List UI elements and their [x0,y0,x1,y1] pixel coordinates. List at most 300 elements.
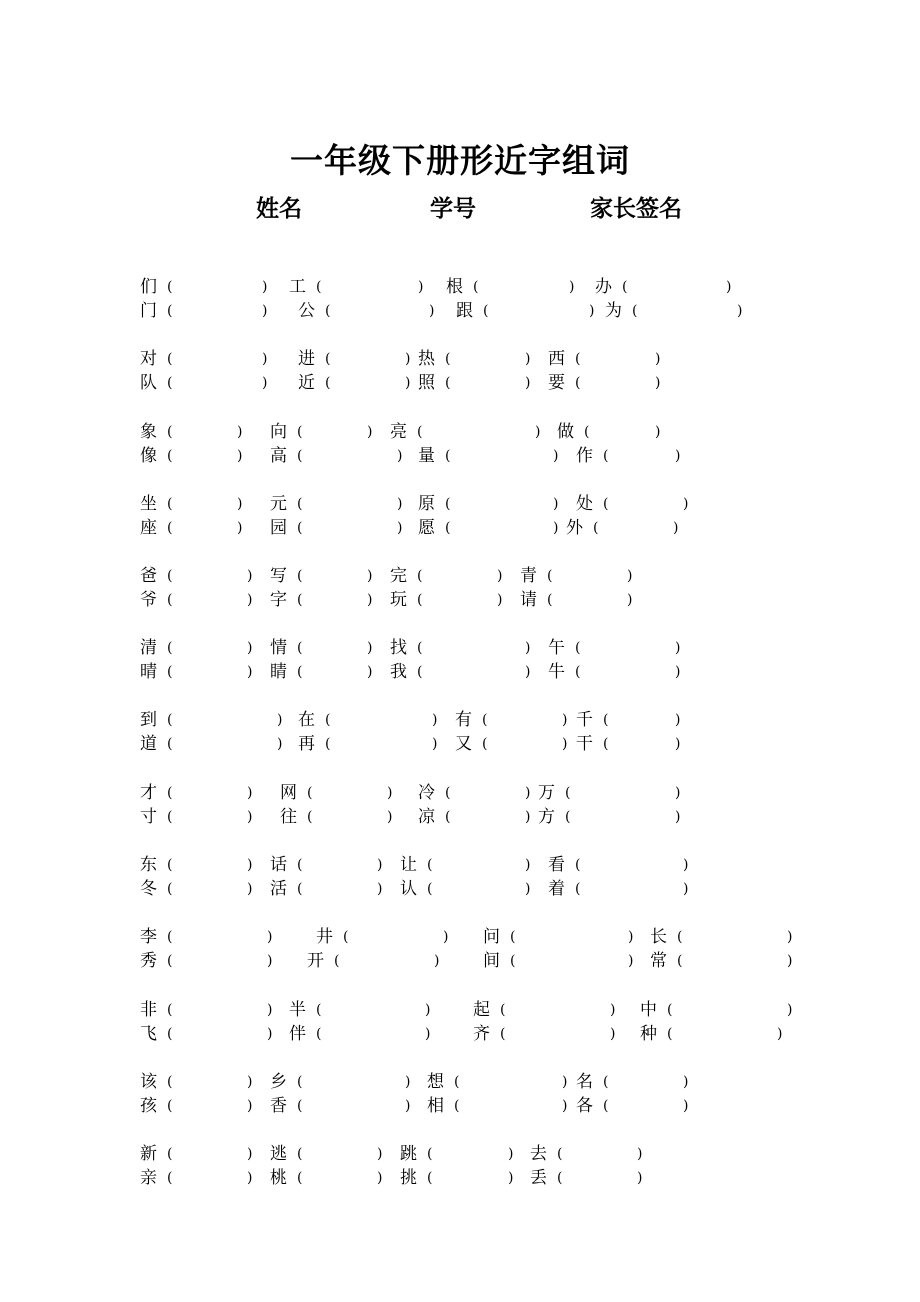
answer-blank-open-paren: ( [297,568,303,584]
answer-blank[interactable] [508,1022,608,1046]
answer-blank[interactable] [573,805,673,829]
word-character: 新 [140,1144,157,1164]
answer-blank[interactable] [175,371,260,395]
answer-blank-open-paren: ( [297,1146,303,1162]
answer-blank-close-paren: ) [277,736,283,752]
student-id-label: 学号 [430,196,476,222]
answer-blank[interactable] [611,444,673,468]
answer-blank-close-paren: ) [432,736,438,752]
exercise-line [0,925,920,949]
exercise-line [0,444,920,468]
answer-blank-close-paren: ) [262,351,268,367]
answer-blank-close-paren: ) [247,640,253,656]
word-character: 万 [538,783,555,803]
answer-blank-close-paren: ) [367,568,373,584]
word-character: 再 [298,734,315,754]
answer-blank[interactable] [175,781,245,805]
answer-blank[interactable] [435,853,523,877]
answer-blank-open-paren: ( [167,1074,173,1090]
word-character: 象 [140,422,157,442]
answer-blank[interactable] [175,998,265,1022]
answer-blank-open-paren: ( [575,351,581,367]
answer-blank[interactable] [305,853,375,877]
answer-blank-open-paren: ( [454,1074,460,1090]
answer-blank-close-paren: ) [405,375,411,391]
answer-blank-close-paren: ) [247,568,253,584]
answer-blank[interactable] [305,1166,375,1190]
word-character: 写 [270,566,287,586]
word-character: 半 [289,1000,306,1020]
answer-blank[interactable] [175,1166,245,1190]
answer-blank[interactable] [305,564,365,588]
answer-blank-close-paren: ) [726,279,732,295]
answer-blank[interactable] [351,925,441,949]
answer-blank[interactable] [453,781,523,805]
answer-blank[interactable] [305,588,365,612]
exercise-line [0,275,920,299]
answer-blank[interactable] [565,1142,635,1166]
word-character: 爷 [140,590,157,610]
answer-blank[interactable] [305,516,395,540]
word-character: 情 [270,638,287,658]
answer-blank-close-paren: ) [397,496,403,512]
word-character: 有 [455,710,472,730]
word-character: 们 [140,277,157,297]
answer-blank-close-paren: ) [397,520,403,536]
answer-blank-close-paren: ) [267,1002,273,1018]
answer-blank[interactable] [305,444,395,468]
answer-blank-open-paren: ( [473,279,479,295]
answer-blank-close-paren: ) [267,929,273,945]
answer-blank-close-paren: ) [262,375,268,391]
exercise-line [0,660,920,684]
answer-blank-close-paren: ) [627,568,633,584]
answer-blank[interactable] [490,708,560,732]
answer-blank[interactable] [175,708,275,732]
answer-blank-close-paren: ) [562,712,568,728]
word-character: 种 [640,1024,657,1044]
answer-blank-close-paren: ) [655,375,661,391]
answer-blank-close-paren: ) [535,424,541,440]
answer-blank-close-paren: ) [262,279,268,295]
word-character: 工 [289,277,306,297]
answer-blank-close-paren: ) [247,809,253,825]
answer-blank[interactable] [175,516,235,540]
word-character: 伴 [289,1024,306,1044]
answer-blank[interactable] [565,1166,635,1190]
answer-blank[interactable] [305,420,365,444]
answer-blank[interactable] [175,564,245,588]
answer-blank[interactable] [175,732,275,756]
exercise-line [0,588,920,612]
answer-blank-open-paren: ( [167,881,173,897]
answer-blank-open-paren: ( [483,303,489,319]
word-character: 寸 [140,807,157,827]
answer-blank[interactable] [453,371,523,395]
answer-blank[interactable] [175,1142,245,1166]
word-character: 青 [520,566,537,586]
word-character: 找 [390,638,407,658]
answer-blank[interactable] [333,299,427,323]
exercise-line [0,1022,920,1046]
answer-blank-open-paren: ( [297,424,303,440]
word-character: 齐 [473,1024,490,1044]
answer-blank[interactable] [324,275,416,299]
word-character: 秀 [140,951,157,971]
answer-blank-close-paren: ) [655,351,661,367]
answer-blank[interactable] [333,347,403,371]
answer-blank[interactable] [425,660,523,684]
word-character: 西 [548,349,565,369]
answer-blank[interactable] [555,588,625,612]
answer-blank[interactable] [675,998,785,1022]
answer-blank-close-paren: ) [637,1146,643,1162]
answer-blank-close-paren: ) [237,448,243,464]
answer-blank[interactable] [333,371,403,395]
answer-blank-open-paren: ( [297,881,303,897]
answer-blank[interactable] [315,781,385,805]
answer-blank[interactable] [175,444,235,468]
answer-blank[interactable] [685,949,785,973]
answer-blank-close-paren: ) [425,1026,431,1042]
answer-blank[interactable] [175,1022,265,1046]
answer-blank[interactable] [324,998,423,1022]
answer-blank-close-paren: ) [525,664,531,680]
exercise-line [0,1166,920,1190]
answer-blank-close-paren: ) [247,1098,253,1114]
answer-blank-open-paren: ( [297,640,303,656]
answer-blank-open-paren: ( [297,496,303,512]
answer-blank-open-paren: ( [445,351,451,367]
answer-blank[interactable] [175,588,245,612]
word-character: 跳 [400,1144,417,1164]
answer-blank[interactable] [611,492,681,516]
answer-blank[interactable] [305,636,365,660]
answer-blank-open-paren: ( [167,785,173,801]
word-character: 方 [538,807,555,827]
answer-blank[interactable] [583,371,653,395]
answer-blank-open-paren: ( [603,1074,609,1090]
answer-blank-open-paren: ( [167,520,173,536]
answer-blank[interactable] [583,636,673,660]
answer-blank-close-paren: ) [367,640,373,656]
answer-blank-close-paren: ) [405,351,411,367]
answer-blank-open-paren: ( [307,785,313,801]
answer-blank-open-paren: ( [417,424,423,440]
answer-blank-close-paren: ) [377,1146,383,1162]
word-character: 为 [605,301,622,321]
word-character: 长 [650,927,667,947]
word-character: 相 [427,1096,444,1116]
answer-blank[interactable] [175,949,265,973]
answer-blank[interactable] [305,1094,403,1118]
answer-blank-open-paren: ( [297,520,303,536]
answer-blank[interactable] [435,877,523,901]
word-character: 午 [548,638,565,658]
answer-blank-open-paren: ( [417,664,423,680]
word-character: 东 [140,855,157,875]
word-character: 飞 [140,1024,157,1044]
answer-blank[interactable] [630,275,724,299]
word-character: 量 [418,446,435,466]
answer-blank-open-paren: ( [445,375,451,391]
word-character: 往 [280,807,297,827]
answer-blank-close-paren: ) [508,1146,514,1162]
answer-blank-close-paren: ) [525,351,531,367]
answer-blank-close-paren: ) [525,809,531,825]
answer-blank[interactable] [453,805,523,829]
answer-blank-open-paren: ( [325,351,331,367]
answer-blank[interactable] [305,660,365,684]
answer-blank-close-paren: ) [655,424,661,440]
word-character: 作 [576,446,593,466]
answer-blank[interactable] [175,877,245,901]
answer-blank-open-paren: ( [445,809,451,825]
answer-blank-open-paren: ( [297,1074,303,1090]
word-character: 挑 [400,1168,417,1188]
answer-blank[interactable] [425,588,495,612]
answer-blank[interactable] [175,347,260,371]
answer-blank-open-paren: ( [482,736,488,752]
answer-blank-open-paren: ( [427,857,433,873]
answer-blank-close-paren: ) [247,1146,253,1162]
word-character: 中 [640,1000,657,1020]
answer-blank-close-paren: ) [562,1074,568,1090]
answer-blank-open-paren: ( [417,592,423,608]
answer-blank[interactable] [175,660,245,684]
answer-blank-close-paren: ) [553,448,559,464]
exercise-line [0,732,920,756]
answer-blank[interactable] [490,732,560,756]
answer-blank[interactable] [175,420,235,444]
answer-blank-open-paren: ( [297,1098,303,1114]
word-character: 公 [298,301,315,321]
answer-blank-close-paren: ) [425,1002,431,1018]
answer-blank[interactable] [675,1022,775,1046]
answer-blank[interactable] [453,492,551,516]
answer-blank[interactable] [453,347,523,371]
answer-blank-open-paren: ( [575,881,581,897]
word-character: 香 [270,1096,287,1116]
answer-blank-open-paren: ( [297,1170,303,1186]
answer-blank[interactable] [640,299,735,323]
answer-blank-open-paren: ( [325,303,331,319]
answer-blank[interactable] [175,805,245,829]
answer-blank[interactable] [333,732,430,756]
answer-blank-close-paren: ) [637,1170,643,1186]
answer-blank[interactable] [425,564,495,588]
answer-blank-close-paren: ) [367,664,373,680]
word-character: 千 [576,710,593,730]
word-character: 做 [557,422,574,442]
answer-blank-close-paren: ) [247,785,253,801]
answer-blank-close-paren: ) [262,303,268,319]
word-character: 亲 [140,1168,157,1188]
word-character: 热 [418,349,435,369]
answer-blank-open-paren: ( [167,279,173,295]
answer-blank-close-paren: ) [429,303,435,319]
word-character: 各 [576,1096,593,1116]
answer-blank-close-paren: ) [377,881,383,897]
answer-blank[interactable] [583,877,681,901]
answer-blank[interactable] [425,420,533,444]
answer-blank-open-paren: ( [167,303,173,319]
answer-blank-close-paren: ) [497,592,503,608]
word-character: 该 [140,1072,157,1092]
word-character: 处 [576,494,593,514]
answer-blank[interactable] [592,420,653,444]
answer-blank-open-paren: ( [417,640,423,656]
word-character: 去 [530,1144,547,1164]
answer-blank[interactable] [435,1166,506,1190]
answer-blank[interactable] [508,998,608,1022]
answer-blank-close-paren: ) [397,448,403,464]
answer-blank[interactable] [305,877,375,901]
word-character: 桃 [270,1168,287,1188]
answer-blank[interactable] [175,853,245,877]
answer-blank-open-paren: ( [316,1002,322,1018]
answer-blank-close-paren: ) [405,1074,411,1090]
answer-blank[interactable] [462,1094,560,1118]
word-character: 冬 [140,879,157,899]
answer-blank-close-paren: ) [247,881,253,897]
answer-blank-close-paren: ) [247,592,253,608]
answer-blank-open-paren: ( [445,785,451,801]
exercise-line [0,299,920,323]
answer-blank-open-paren: ( [167,375,173,391]
answer-blank-open-paren: ( [427,1170,433,1186]
answer-blank[interactable] [491,299,587,323]
answer-blank[interactable] [305,1070,403,1094]
answer-blank[interactable] [481,275,567,299]
answer-blank[interactable] [175,1094,245,1118]
word-character: 坐 [140,494,157,514]
answer-blank[interactable] [425,636,523,660]
answer-blank[interactable] [601,516,671,540]
answer-blank-open-paren: ( [500,1026,506,1042]
answer-blank-open-paren: ( [445,496,451,512]
word-character: 我 [390,662,407,682]
exercise-line [0,347,920,371]
answer-blank[interactable] [315,805,385,829]
answer-blank-close-paren: ) [628,929,634,945]
answer-blank[interactable] [342,949,432,973]
answer-blank-close-paren: ) [627,592,633,608]
answer-blank[interactable] [518,949,626,973]
answer-blank[interactable] [175,492,235,516]
answer-blank[interactable] [611,708,673,732]
word-character: 进 [298,349,315,369]
word-character: 高 [270,446,287,466]
answer-blank[interactable] [518,925,626,949]
answer-blank[interactable] [453,444,551,468]
answer-blank-open-paren: ( [297,857,303,873]
word-character: 办 [595,277,612,297]
answer-blank-close-paren: ) [443,929,449,945]
answer-blank-open-paren: ( [297,664,303,680]
answer-blank-close-paren: ) [553,496,559,512]
answer-blank[interactable] [685,925,785,949]
word-character: 爸 [140,566,157,586]
answer-blank-open-paren: ( [500,1002,506,1018]
answer-blank-open-paren: ( [167,712,173,728]
answer-blank-close-paren: ) [562,1098,568,1114]
word-character: 认 [400,879,417,899]
answer-blank-open-paren: ( [297,592,303,608]
answer-blank[interactable] [462,1070,560,1094]
exercise-line [0,516,920,540]
answer-blank-open-paren: ( [325,736,331,752]
answer-blank[interactable] [175,299,260,323]
answer-blank-close-paren: ) [277,712,283,728]
answer-blank-open-paren: ( [557,1146,563,1162]
answer-blank-open-paren: ( [334,953,340,969]
answer-blank-open-paren: ( [297,448,303,464]
answer-blank[interactable] [583,853,681,877]
answer-blank[interactable] [453,516,551,540]
answer-blank[interactable] [175,636,245,660]
answer-blank-open-paren: ( [343,929,349,945]
word-character: 睛 [270,662,287,682]
word-character: 在 [298,710,315,730]
answer-blank[interactable] [175,275,260,299]
answer-blank[interactable] [175,1070,245,1094]
answer-blank-open-paren: ( [167,1098,173,1114]
answer-blank[interactable] [324,1022,423,1046]
exercise-line [0,877,920,901]
answer-blank-open-paren: ( [417,568,423,584]
answer-blank-close-paren: ) [367,424,373,440]
answer-blank-close-paren: ) [525,375,531,391]
answer-blank[interactable] [611,1094,681,1118]
answer-blank[interactable] [583,347,653,371]
answer-blank-open-paren: ( [547,568,553,584]
answer-blank-open-paren: ( [454,1098,460,1114]
answer-blank[interactable] [611,1070,681,1094]
answer-blank[interactable] [305,492,395,516]
answer-blank[interactable] [305,1142,375,1166]
word-character: 门 [140,301,157,321]
answer-blank-close-paren: ) [737,303,743,319]
answer-blank[interactable] [175,925,265,949]
answer-blank[interactable] [555,564,625,588]
word-character: 名 [576,1072,593,1092]
answer-blank-close-paren: ) [377,857,383,873]
answer-blank-open-paren: ( [603,448,609,464]
answer-blank-open-paren: ( [603,712,609,728]
answer-blank-close-paren: ) [432,712,438,728]
answer-blank-open-paren: ( [547,592,553,608]
answer-blank[interactable] [573,781,673,805]
answer-blank-open-paren: ( [167,568,173,584]
word-character: 队 [140,373,157,393]
answer-blank[interactable] [333,708,430,732]
answer-blank[interactable] [583,660,673,684]
word-character: 想 [427,1072,444,1092]
answer-blank-close-paren: ) [683,496,689,512]
answer-blank-close-paren: ) [553,520,559,536]
answer-blank[interactable] [435,1142,506,1166]
answer-blank-close-paren: ) [247,1074,253,1090]
word-character: 开 [307,951,324,971]
answer-blank-open-paren: ( [565,809,571,825]
answer-blank-open-paren: ( [167,1170,173,1186]
exercise-line [0,1070,920,1094]
parent-signature-label: 家长签名 [590,196,682,222]
answer-blank-close-paren: ) [683,1098,689,1114]
answer-blank[interactable] [611,732,673,756]
word-character: 间 [483,951,500,971]
